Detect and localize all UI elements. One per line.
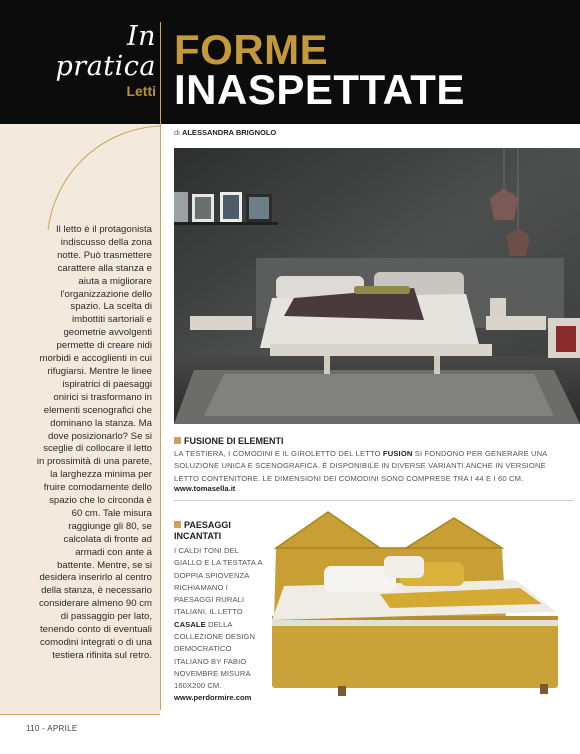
caption-marker-square (174, 521, 181, 528)
caption-marker-square (174, 437, 181, 444)
caption-1-text-b: SI FONDONO PER GENERARE UNA SOLUZIONE UNICA E SCENOGRAFICA. È DISPONIBILE IN DIVERSE VARIANTI ANCHE IN VERSIONE LETTO CONTENITORE. LE DIMENSIONI DEI COMODINI SONO COMPRESE TRA I 44 E I 60 CM. (174, 449, 548, 483)
caption-2-heading (174, 520, 264, 542)
caption-2-text-a: I CALDI TONI DEL GIALLO E LA TESTATA A DOPPIA SPIOVENZA RICHIAMANO I PAESAGGI RURALI ITALIANI. IL LETTO (174, 546, 263, 617)
section-divider (174, 500, 574, 501)
caption-2-product: CASALE (174, 619, 206, 629)
bed-photo-casale (270, 508, 560, 698)
caption-1-heading (174, 436, 284, 447)
title-line-2: INASPETTATE (174, 66, 465, 113)
bedroom-photo-fusion (174, 148, 580, 424)
caption-1-heading-text: FUSIONE DI ELEMENTI (184, 436, 284, 446)
footer-divider (0, 714, 160, 715)
byline (174, 128, 276, 137)
caption-2-url[interactable]: www.perdormire.com (174, 693, 252, 702)
caption-2-text-b: DELLA COLLEZIONE DESIGN DEMOCRATICO ITALIANO BY FABIO NOVEMBRE MISURA 160X200 CM. (174, 619, 256, 691)
page-number: 110 - APRILE (26, 724, 78, 733)
caption-1-text (174, 448, 566, 485)
column-divider (160, 22, 161, 710)
caption-2-heading-text: PAESAGGI INCANTATI (174, 520, 231, 541)
sidebar-article-text: Il letto è il protagonista indiscusso della zona notte. Può trasmettere carattere alla stanza e aiuta a migliorare l'organizzazione dello spazio. La scelta di imbottiti sartoriali e geometrie avvolgenti permette di creare nidi morbidi e accoglienti in cui rifugiarsi. Mentre le linee ispiratrici di paesaggi onirici si trasformano in elementi scenografici che dominano la stanza. Ma dove posizionarlo? Se si sceglie di collocare il letto in prossimità di una parete, la larghezza minima per fruire comodamente dello spazio che lo circonda è 60 cm. Tale misura raggiunge gli 80, se calcolata di fronte ad armadi con ante a battente. Mentre, se si desidera inserirlo al centro della stanza, è necessario considerare almeno 90 cm di passaggio per lato, tenendo conto di eventuali comodini integrati o di una testiera rifinita sul retro. (36, 224, 152, 661)
caption-2-text (174, 545, 266, 693)
caption-1-product: FUSION (382, 449, 413, 458)
title-line-1: FORME (174, 26, 329, 73)
byline-author: ALESSANDRA BRIGNOLO (181, 128, 277, 137)
article-title (174, 26, 465, 113)
rubric (20, 22, 156, 99)
caption-1-url[interactable]: www.tomasella.it (174, 484, 236, 493)
page-header (0, 0, 580, 124)
caption-1-text-a: LA TESTIERA, I COMODINI E IL GIROLETTO DEL LETTO (174, 449, 383, 458)
byline-prefix: di (174, 128, 180, 137)
rubric-title: In pratica (55, 21, 156, 82)
decorative-arc (40, 124, 160, 234)
section-name: Letti (126, 83, 156, 99)
